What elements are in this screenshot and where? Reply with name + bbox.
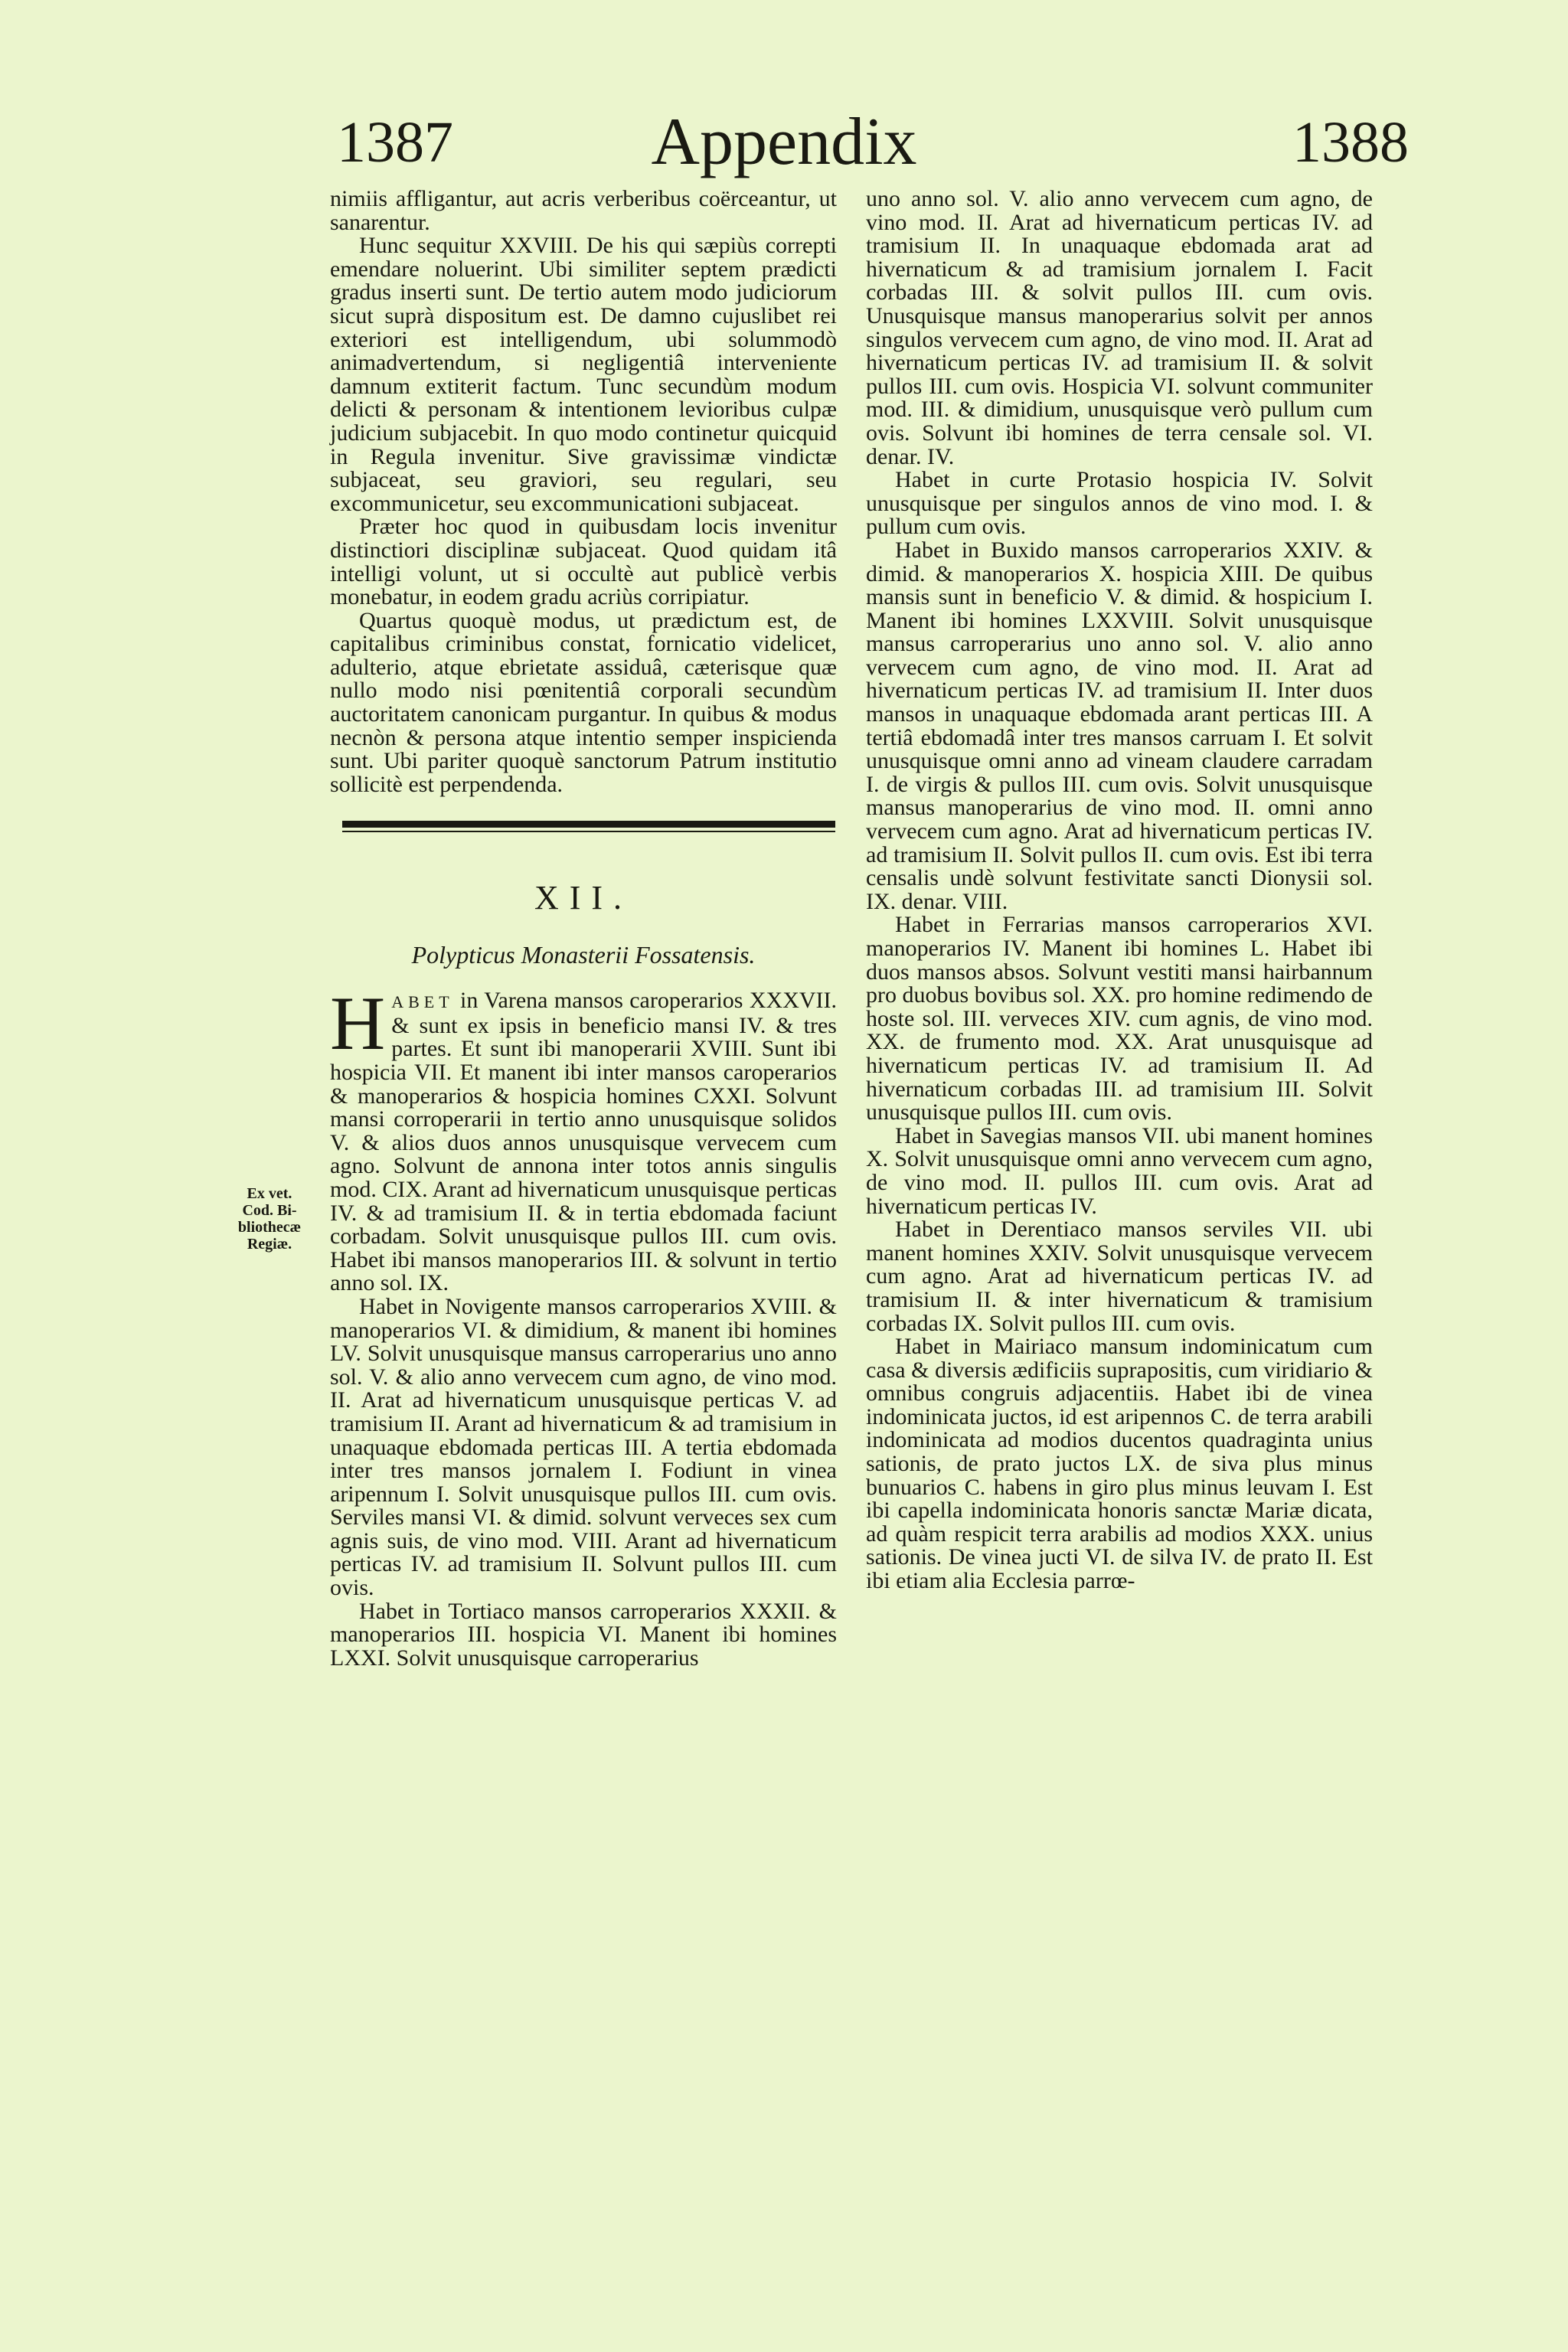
paragraph: Habet in Ferrarias mansos carroperarios XVI. manoperarios IV. Manent ibi homines L. Habet ibi duos mansos absos. Solvunt vestiti mansi hairbannum pro duobus bovibus sol. XX. pro homine redimendo de hoste sol. III. verveces XIV. cum agnis, de vino mod. XX. de frumento mod. XX. Arat unusquisque ad hivernaticum perticas IV. ad tramisium II. Ad hivernaticum corbadas III. ad tramisium III. Solvit unusquisque pullos III. cum ovis. bbox=[866, 912, 1373, 1125]
margin-note-line: Cod. Bi- bbox=[242, 1202, 297, 1219]
margin-note-line: Ex vet. bbox=[247, 1185, 292, 1202]
paragraph: Præter hoc quod in quibusdam locis invenitur distinctiori disciplinæ subjaceat. Quod quidam itâ intelligi volunt, ut si occultè aut publicè verbis monebatur, in eodem gradu acriùs corripiatur. bbox=[330, 514, 837, 610]
margin-note-line: Regiæ. bbox=[247, 1236, 292, 1253]
paragraph: Habet in Tortiaco mansos carroperarios XXXII. & manoperarios III. hospicia VI. Manent ibi homines LXXI. Solvit unusquisque carroperarius bbox=[330, 1598, 837, 1671]
section-number: XII. bbox=[534, 879, 633, 917]
paragraph: Habet in Derentiaco mansos serviles VII. ubi manent homines XXIV. Solvit unusquisque vervecem cum agno. Arat ad hivernaticum perticas IV. ad tramisium II. & inter hivernaticum & tramisium corbadas IX. Solvit pullos III. cum ovis. bbox=[866, 1217, 1373, 1336]
section-title: Polypticus Monasterii Fossatensis. bbox=[411, 940, 756, 969]
running-head-title: Appendix bbox=[651, 105, 917, 179]
page-number-right: 1388 bbox=[1292, 110, 1409, 175]
paragraph: nimiis affligantur, aut acris verberibus coërceantur, ut sanarentur. bbox=[330, 186, 837, 235]
first-paragraph bbox=[330, 981, 837, 1296]
right-column bbox=[866, 188, 1373, 1593]
paragraph: Habet in Mairiaco mansum indominicatum cum casa & diversis ædificiis suprapositis, cum viridiario & omnibus congruis adjacentiis. Habet ibi de vinea indominicata juctos, id est aripennos C. de terra arabili indominicata ad modios ducentos quadraginta unius sationis, de prato juctos LX. de siva plus minus bunuarios C. habens in giro plus minus leuvam I. Est ibi capella indominicata honoris sanctæ Mariæ dicata, ad quàm respicit terra arabilis ad modios XXX. unius sationis. De vinea jucti VI. de silva IV. de prato II. Est ibi etiam alia Ecclesia parrœ- bbox=[866, 1334, 1373, 1594]
margin-note bbox=[231, 1185, 308, 1253]
paragraph: Quartus quoquè modus, ut prædictum est, de capitalibus criminibus constat, fornicatio videlicet, adulterio, atque ebrietate assiduâ, cæterisque quæ nullo modo nisi pœnitentiâ corporali secundùm auctoritatem canonicam purgantur. In quibus & modus necnòn & persona atque intentio semper inspicienda sunt. Ubi pariter quoquè sanctorum Patrum institutio sollicitè est perpendenda. bbox=[330, 607, 837, 797]
first-paragraph-text: in Varena mansos caroperarios XXXVII. & sunt ex ipsis in beneficio mansi IV. & tres partes. Et sunt ibi manoperarii XVIII. Sunt ibi hospicia VII. Et manent ibi inter mansos caroperarios & manoperarios & hospicia homines CXXI. Solvunt mansi corroperarii in tertio anno unusquisque solidos V. & alios duos annos unusquisque vervecem cum agno. Solvunt de annona inter totos annis singulis mod. CIX. Arant ad hivernaticum unusquisque perticas IV. & ad tramisium II. & in tertia ebdomada faciunt corbadam. Solvit unusquisque pullos III. cum ovis. Habet ibi mansos manoperarios III. & solvunt in tertio anno sol. IX. bbox=[330, 988, 837, 1296]
paragraph: Habet in Savegias mansos VII. ubi manent homines X. Solvit unusquisque omni anno vervecem cum agno, de vino mod. II. pullos III. cum ovis. Arat ad hivernaticum perticas IV. bbox=[866, 1122, 1373, 1219]
section-divider-rule bbox=[342, 821, 835, 832]
paragraph: Habet in Novigente mansos carroperarios XVIII. & manoperarios VI. & dimidium, & manent ibi homines LV. Solvit unusquisque mansus carroperarius uno anno sol. V. & alio anno vervecem cum agno, de vino mod. II. Arat ad hivernaticum unusquisque perticas V. ad tramisium II. Arant ad hivernaticum & ad tramisium in unaquaque ebdomada perticas III. A tertia ebdomada inter tres mansos jornalem I. Fodiunt in vinea aripennum I. Solvit unusquisque pullos III. cum ovis. Serviles mansi VI. & dimid. solvunt verveces sex cum agnis suis, de vino mod. VIII. Arant ad hivernaticum perticas IV. ad tramisium II. Solvunt pullos III. cum ovis. bbox=[330, 1293, 837, 1601]
margin-note-line: bliothecæ bbox=[237, 1219, 302, 1236]
drop-cap: H bbox=[330, 981, 386, 1067]
paragraph: uno anno sol. V. alio anno vervecem cum agno, de vino mod. II. Arat ad hivernaticum perticas IV. ad tramisium II. In unaquaque ebdomada arat ad hivernaticum & ad tramisium jornalem I. Facit corbadas III. & solvit pullos III. cum ovis. Unusquisque mansus manoperarius solvit per annos singulos vervecem cum agno, de vino mod. II. Arat ad hivernaticum perticas IV. ad tramisium II. & solvit pullos III. cum ovis. Hospicia VI. solvunt communiter mod. III. & dimidium, unusquisque verò pullum cum ovis. Solvunt ibi homines de terra censale sol. VI. denar. IV. bbox=[866, 186, 1373, 469]
paragraph: Habet in curte Protasio hospicia IV. Solvit unusquisque per singulos annos de vino mod. I. & pullum cum ovis. bbox=[866, 467, 1373, 540]
paragraph: Habet in Buxido mansos carroperarios XXIV. & dimid. & manoperarios X. hospicia XIII. De quibus mansis sunt in beneficio V. & dimid. & hospicium I. Manent ibi homines LXXVIII. Solvit unusquisque mansus carroperarius uno anno sol. V. alio anno vervecem cum agno, de vino mod. II. Arat ad hivernaticum perticas IV. ad tramisium II. Inter duos mansos in unaquaque ebdomada arant perticas III. A tertiâ ebdomadâ inter tres mansos carruam I. Et solvit unusquisque omni anno ad vineam claudere carradam I. de virgis & pullos III. cum ovis. Solvit unusquisque mansus manoperarius de vino mod. II. omni anno vervecem cum agno. Arat ad hivernaticum perticas IV. ad tramisium II. Solvit pullos II. cum ovis. Est ibi terra censalis undè solvunt festivitate sancti Dionysii sol. IX. denar. VIII. bbox=[866, 537, 1373, 914]
left-column bbox=[330, 188, 837, 1670]
paragraph: Hunc sequitur XXVIII. De his qui sæpiùs correpti emendare noluerint. Ubi similiter septem prædicti gradus inserti sunt. De tertio autem modo judiciorum sicut suprà dispositum est. De damno cujuslibet rei exteriori est intelligendum, ubi solummodò animadvertendum, si negligentiâ interveniente damnum extiterit factum. Tunc secundùm modum delicti & personam & intentionem levioribus culpæ judicium subjacebit. In quo modo continetur quicquid in Regula invenitur. Sive gravissimæ vindictæ subjaceat, seu graviori, seu regulari, seu excommunicetur, seu excommunicationi subjaceat. bbox=[330, 233, 837, 516]
first-word: ABET bbox=[391, 992, 454, 1012]
page-number-left: 1387 bbox=[337, 110, 453, 175]
